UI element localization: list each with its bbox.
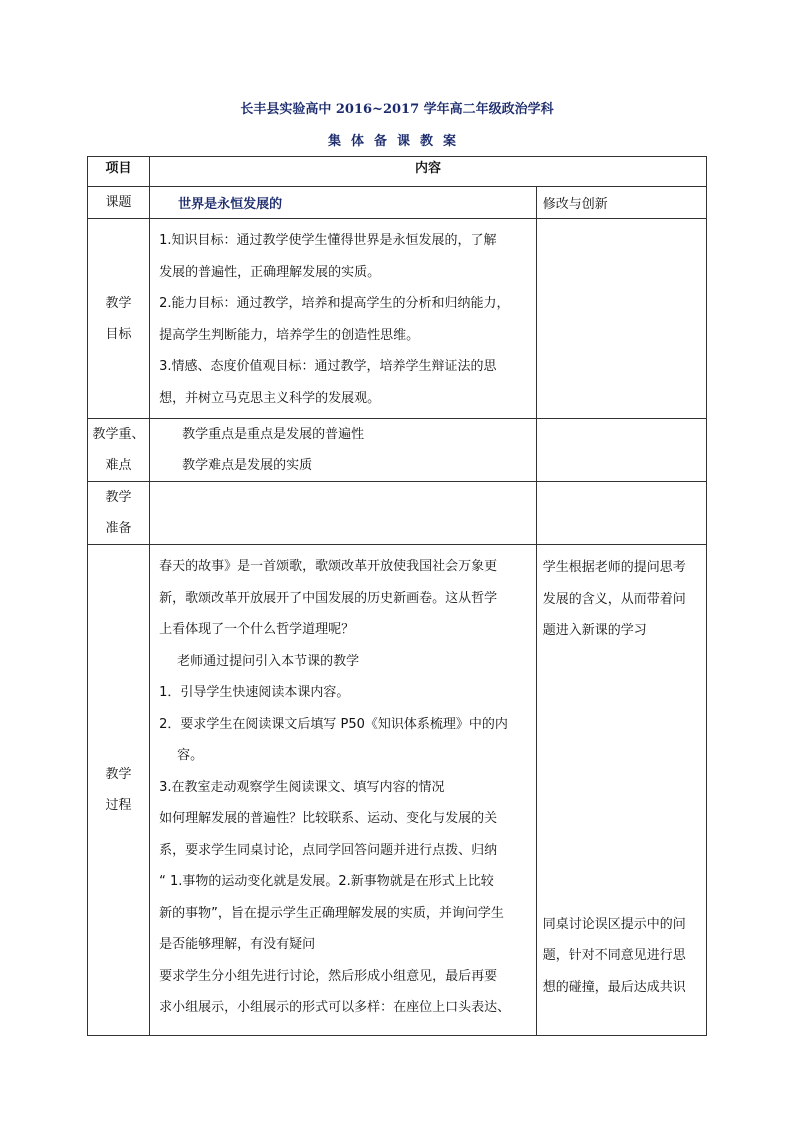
process-line: 2．要求学生在阅读课文后填写 P50《知识体系梳理》中的内 — [159, 716, 508, 732]
topic-label: 课题 — [88, 187, 150, 219]
process-notes — [536, 545, 706, 1036]
process-line: 容。 — [177, 748, 204, 763]
process-line: 1．引导学生快速阅读本课内容。 — [159, 685, 350, 700]
key-points-row — [88, 419, 707, 482]
process-note-line: 发展的含义，从而带着问 — [542, 591, 686, 607]
process-line: 系，要求学生同桌讨论，点同学回答问题并进行点拨、归纳 — [159, 842, 498, 858]
goals-content — [150, 219, 537, 419]
process-line: 新，歌颂改革开放展开了中国发展的历史新画卷。这从哲学 — [159, 590, 498, 606]
topic-value: 世界是永恒发展的 — [150, 187, 537, 219]
process-note-line: 题，针对不同意见进行思 — [542, 948, 686, 963]
topic-row — [88, 187, 707, 219]
goals-line: 2.能力目标：通过教学，培养和提高学生的分析和归纳能力， — [159, 296, 510, 311]
header-item: 项目 — [88, 157, 150, 187]
lesson-plan-table — [87, 156, 707, 1036]
prep-label-line: 教学 — [105, 490, 132, 505]
process-content — [150, 545, 537, 1036]
process-line: 要求学生分小组先进行讨论，然后形成小组意见，最后再要 — [159, 968, 498, 984]
process-line: 求小组展示，小组展示的形式可以多样：在座位上口头表达、 — [159, 1000, 511, 1015]
document-title: 长丰县实验高中 2016~2017 学年高二年级政治学科 — [240, 102, 554, 117]
key-points-notes — [536, 419, 706, 482]
prep-row — [88, 482, 707, 545]
key-point-line: 教学难点是发展的实质 — [182, 458, 313, 473]
prep-label-line: 准备 — [105, 521, 132, 536]
document-subtitle: 集体备课教案 — [327, 134, 466, 149]
goals-row — [88, 219, 707, 419]
prep-label — [88, 482, 150, 545]
goals-line: 1.知识目标：通过教学使学生懂得世界是永恒发展的，了解 — [159, 233, 497, 248]
goals-line: 发展的普遍性，正确理解发展的实质。 — [159, 264, 381, 280]
process-note-line: 题进入新课的学习 — [542, 623, 647, 638]
process-row — [88, 545, 707, 1036]
goals-line: 3.情感、态度价值观目标：通过教学，培养学生辩证法的思 — [159, 359, 497, 374]
key-point-line: 教学重点是重点是发展的普遍性 — [182, 427, 365, 442]
prep-content — [150, 482, 537, 545]
process-label — [88, 545, 150, 1036]
process-label-line: 过程 — [105, 798, 132, 813]
goals-label-line: 教学 — [105, 295, 132, 311]
process-note-group-2 — [543, 909, 700, 1004]
key-points-label — [88, 419, 150, 482]
process-line: 上看体现了一个什么哲学道理呢？ — [159, 622, 355, 637]
process-line: 新的事物”，旨在提示学生正确理解发展的实质，并询问学生 — [159, 905, 504, 921]
process-line: 是否能够理解，有没有疑问 — [159, 937, 316, 952]
process-note-group-1 — [543, 552, 700, 647]
goals-notes — [536, 219, 706, 419]
process-note-line: 想的碰撞，最后达成共识 — [542, 979, 686, 995]
process-label-line: 教学 — [105, 767, 132, 782]
goals-label — [88, 219, 150, 419]
goals-line: 想，并树立马克思主义科学的发展观。 — [159, 390, 381, 406]
process-line: “ 1.事物的运动变化就是发展。2.新事物就是在形式上比较 — [159, 874, 494, 889]
process-line: 春天的故事》是一首颂歌，歌颂改革开放使我国社会万象更 — [159, 559, 498, 574]
process-note-line: 学生根据老师的提问思考 — [542, 560, 686, 575]
prep-notes — [536, 482, 706, 545]
process-line: 老师通过提问引入本节课的教学 — [177, 653, 360, 669]
header-content: 内容 — [150, 157, 707, 187]
goals-line: 提高学生判断能力，培养学生的创造性思维。 — [159, 327, 420, 343]
header-row — [88, 157, 707, 187]
goals-label-line: 目标 — [105, 326, 132, 342]
key-points-content — [150, 419, 537, 482]
key-points-label-line: 难点 — [105, 458, 132, 473]
process-note-line: 同桌讨论误区提示中的问 — [542, 916, 686, 932]
process-line: 3.在教室走动观察学生阅读课文、填写内容的情况 — [159, 779, 445, 795]
process-line: 如何理解发展的普遍性？比较联系、运动、变化与发展的关 — [159, 811, 498, 826]
key-points-label-line: 教学重、 — [92, 427, 145, 442]
revision-header: 修改与创新 — [536, 187, 706, 219]
